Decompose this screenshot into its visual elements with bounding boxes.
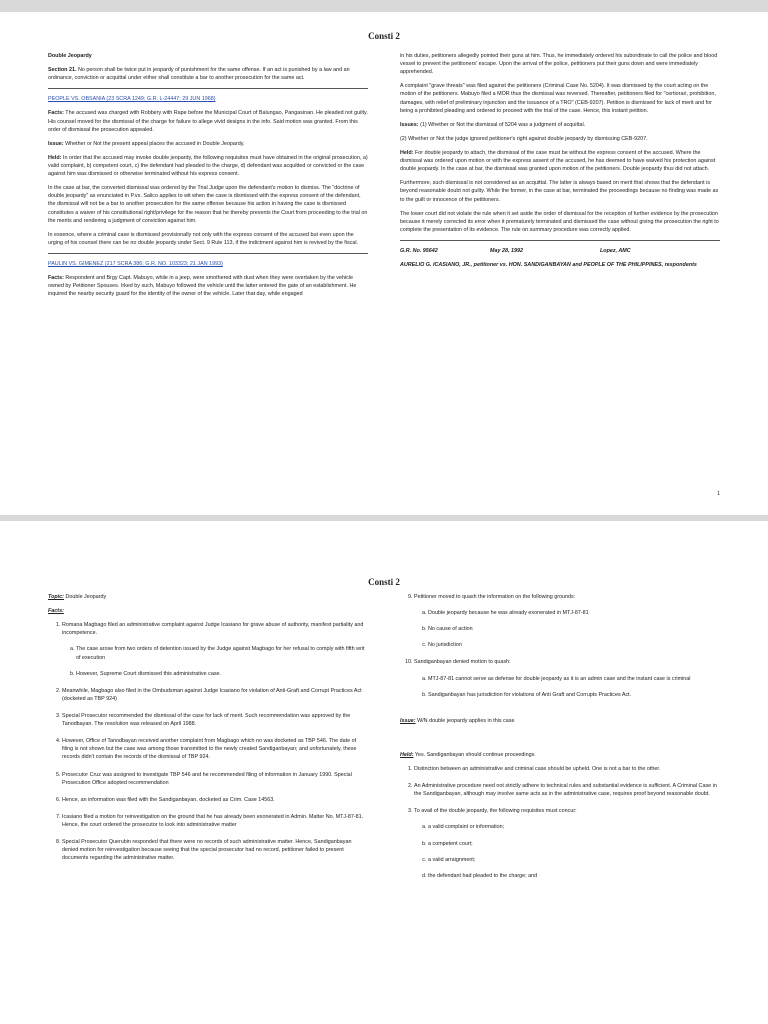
list-item: 9. Petitioner moved to quash the information on the following grounds: a. Double jeopardy because he was already exonerated in MTJ-87-81 b. No cause of action c. No jurisdiction: [414, 593, 720, 649]
left-column: [48, 52, 368, 304]
divider: [48, 88, 368, 89]
divider: [400, 240, 720, 241]
body-paragraph: In the case at bar, the converted dismissal was ordered by the Trial Judge upon the defendant's motion to dismiss. The "doctrine of double jeopardy" as enunciated in P.vs. Salico applies to wit when the case is dismissed with the express consent of the defendant, the dismissal will not be a bar to another prosecution for the same offense because his action in having the case is dismissed constitutes a waiver of his constitutional right/privilege for the reason that he thereby prevents the Court from proceeding to the trial on the merits and rendering a judgment of conviction against him.: [48, 185, 368, 224]
list-item: c. No jurisdiction: [428, 641, 720, 649]
body-paragraph: The lower court did not violate the rule when it set aside the order of dismissal for the reception of further evidence by the prosecution because it merely corrected its error when it prematurely terminated and dismissed the case without giving the prosecution the right to complete the presentation of its evidence. The rule on summary procedure was correctly applied.: [400, 210, 719, 233]
page-number: 1: [716, 491, 720, 497]
right-column: [400, 593, 720, 889]
case-link-obsania[interactable]: PEOPLE VS. OBSANIA (23 SCRA 1249; G.R. L-24447; 29 JUN 1968): [48, 96, 216, 103]
page-header: Consti 2: [368, 31, 400, 41]
list-item: b. a competent court;: [428, 840, 720, 848]
list-item: 7. Icasiano filed a motion for reinvestigation on the ground that he has already been exonerated in Admin. Matter No. MTJ-87-81. Hence, the court ordered the prosecutor to look into administrative matter: [62, 813, 368, 829]
list-item: b. Sandiganbayan has jurisdiction for violations of Anti Graft and Corrupts Practices Act.: [428, 691, 720, 699]
document-page-1: [0, 12, 768, 515]
gr-number: G.R. No. 95642: [400, 247, 438, 254]
list-item: 2. Meanwhile, Magbago also filed in the Ombudsman against Judge Icasiano for violation of Anti-Graft and Corrupt Practices Act (docketed as TBP 924): [62, 687, 368, 703]
body-paragraph: In essence, where a criminal case is dismissed provisionally not only with the express consent of the accused but even upon the urging of his counsel there can be no double jeopardy under Sect. 9 Rule 113, if the indictment against him is revived by the fiscal.: [48, 231, 359, 246]
list-item: 1. Romana Magbago filed an administrative complaint against Judge Icasiano for grave abuse of authority, manifest partiality and incompetence. a. The case arose from two orders of detention issued by the Judge against Magbago for her refusal to comply with fifth writ of execution b. However, Supreme Court dismissed this administrative case.: [62, 621, 368, 678]
body-paragraph: in his duties, petitioners allegedly pointed their guns at him. Thus, he immediately ordered his subordinate to call the police and blood vessel to prevent the petitioners' escape. Upon the arrival of the police, petitioners put their guns down and were immediately apprehended.: [400, 53, 718, 76]
facts-list: [48, 621, 368, 862]
facts-list-continued: [400, 593, 720, 699]
page-header: Consti 2: [368, 577, 400, 587]
list-item: a. Double jeopardy because he was already exonerated in MTJ-87-81: [428, 609, 720, 617]
held-paragraph: Held: For double jeopardy to attach, the dismissal of the case must be without the express consent of the accused. Where the dismissal was ordered upon motion or with the express assent of the accused, he has deemed to have waived his protection against double jeopardy. In the case at bar, the dismissal was granted upon motion of the petitioners. Double jeopardy thus did not attach.: [400, 149, 716, 173]
body-paragraph: A complaint "grave threats" was filed against the petitioners (Criminal Case No. 5204). It was dismissed by the court acting on the motion of the petitioners. Mabuyo filed a MOR thus the dismissal was reversed. Thereafter, petitioners filed for "certiorari, prohibition, damages, with relief of preliminary injunction and the issuance of a TRO" (CEB-9207). Petition is dismissed for lack of merit and for being a prohibited pleading and ordered to proceed with the trial of the case. Hence, this instant petition.: [400, 83, 716, 114]
list-item: b. No cause of action: [428, 625, 720, 633]
left-column: [48, 593, 368, 871]
list-item: 6. Hence, an information was filed with the Sandiganbayan, docketed as Crim. Case 14563.: [62, 796, 368, 804]
list-item: 3. To avail of the double jeopardy, the following requisites must concur: a. a valid complaint or information; b. a competent court; c. a valid arraignment; d. the defendant had pleaded to the charge; and: [414, 807, 720, 880]
list-item: 1. Distinction between an administrative and criminal case should be upheld. One is not a bar to the other.: [414, 765, 720, 773]
list-item: 8. Special Prosecutor Querubin responded that there were no records of such administrative matter. Hence, Sandiganbayan denied motion for reinvestigation because seeing that the special prosecutor had no record, petitioner failed to present documents regarding the administrative matter.: [62, 838, 368, 862]
list-item: 4. However, Office of Tanodbayan received another complaint from Magbago which no was docketed as TBP 546. The date of filing is not shown but the case was among those transmitted to the newly created Sandiganbayan; and unfortunately, these records didn't contain the records of the dismissal of TBP 924.: [62, 737, 368, 761]
list-item: 10. Sandiganbayan denied motion to quash: a. MTJ-87-81 cannot serve as defense for double jeopardy as it is an admin case and the instant case is criminal b. Sandiganbayan has jurisdiction for violations of Anti Graft and Corrupts Practices Act.: [414, 658, 720, 698]
list-item: a. The case arose from two orders of detention issued by the Judge against Magbago for her refusal to comply with fifth writ of execution: [76, 645, 368, 661]
list-item: 5. Prosecutor Cruz was assigned to investigate TBP 546 and he recommended filing of information in January 1990. Special Prosecution Office adopted recommendation: [62, 771, 368, 787]
list-item: 3. Special Prosecutor recommended the dismissal of the case for lack of merit. Such recommendation was approved by the Tanodbayan. The resolution was released on April 1988.: [62, 712, 368, 728]
case-date: May 28, 1992: [490, 247, 523, 254]
issues-paragraph: Issues: (1) Whether or Not the dismissal of 5204 was a judgment of acquittal.: [400, 121, 586, 128]
list-item: c. a valid arraignment;: [428, 856, 720, 864]
case-link-paulin[interactable]: PAULIN VS. GIMENEZ (217 SCRA 386; G.R. NO. 103323; 21 JAN 1993): [48, 260, 223, 267]
section-21-paragraph: Section 21. No person shall be twice put in jeopardy of punishment for the same offense. If an act is punished by a law and an ordinance, conviction or acquittal under either shall constitute a bar to another prosecution for the same act.: [48, 67, 350, 82]
facts-paragraph: Facts: Respondent and Brgy Capt. Mabuyo, while in a jeep, were smothered with dust when they were overtaken by the vehicle owned by Petitioner Spouses. Irked by such, Mabuyo followed the vehicle until the latter entered the gate of an establishment. He inquired the nearby security guard for the identity of the owner of the vehicle. Later that day, while engaged: [48, 275, 357, 298]
body-paragraph: (2) Whether or Not the judge ignored petitioner's right against double jeopardy by dismissing CEB-9207.: [400, 135, 648, 142]
case-parties: AURELIO G. ICASIANO, JR., petitioner vs. HON. SANDIGANBAYAN and PEOPLE OF THE PHILIPPINES, respondents: [400, 262, 697, 269]
list-item: a. MTJ-87-81 cannot serve as defense for double jeopardy as it is an admin case and the instant case is criminal: [428, 675, 720, 683]
list-item: b. However, Supreme Court dismissed this administrative case.: [76, 670, 368, 678]
held-line: Held: Yes. Sandiganbayan should continue proceedings.: [400, 751, 536, 758]
body-paragraph: Furthermore, such dismissal is not considered as an acquittal. The latter is always based on merit that shows that the defendant is beyond reasonable doubt not guilty. While the former, in the case at bar, terminated the proceedings because no finding was made as to the guilt or innocence of the petitioners.: [400, 180, 719, 203]
list-item: d. the defendant had pleaded to the charge; and: [428, 872, 720, 880]
issue-paragraph: Issue: Whether or Not the present appeal places the accused in Double Jeopardy.: [48, 140, 245, 147]
list-item: 2. An Administrative procedure need not strictly adhere to technical rules and substantial evidence is sufficient. A Criminal Case in the Sandiganbayan, although may involve same acts as in the administrative case, requires proof beyond reasonable doubt.: [414, 782, 720, 798]
facts-paragraph: Facts: The accused was charged with Robbery with Rape before the Municipal Court of Balungao, Pangasinan. He pleaded not guilty. His counsel moved for the dismissal of the charge for failure to allege vivid designs in the info. Said motion was granted. From this order of dismissal the prosecution appealed.: [48, 110, 368, 133]
right-column: [400, 52, 720, 275]
list-item: a. a valid complaint or information;: [428, 823, 720, 831]
topic-line: Topic: Double Jeopardy: [48, 594, 107, 600]
case-meta: [400, 247, 720, 255]
held-list: [400, 765, 720, 880]
divider: [48, 253, 368, 254]
facts-heading: Facts:: [48, 608, 64, 615]
document-page-2: [0, 521, 768, 1024]
ponente: Lopez, AMC: [600, 247, 631, 254]
held-paragraph: Held: In order that the accused may invoke double jeopardy, the following requisites must have obtained in the original prosecution, a) valid complaint, b) competent court, c) the defendant had pleaded to the charge, d) defendant was acquitted or convicted or the case against him was dismissed or otherwise terminated without his express consent.: [48, 154, 368, 178]
issue-line: Issue: W/N double jeopardy applies in this case: [400, 717, 515, 724]
section-title: Double Jeopardy: [48, 53, 92, 59]
